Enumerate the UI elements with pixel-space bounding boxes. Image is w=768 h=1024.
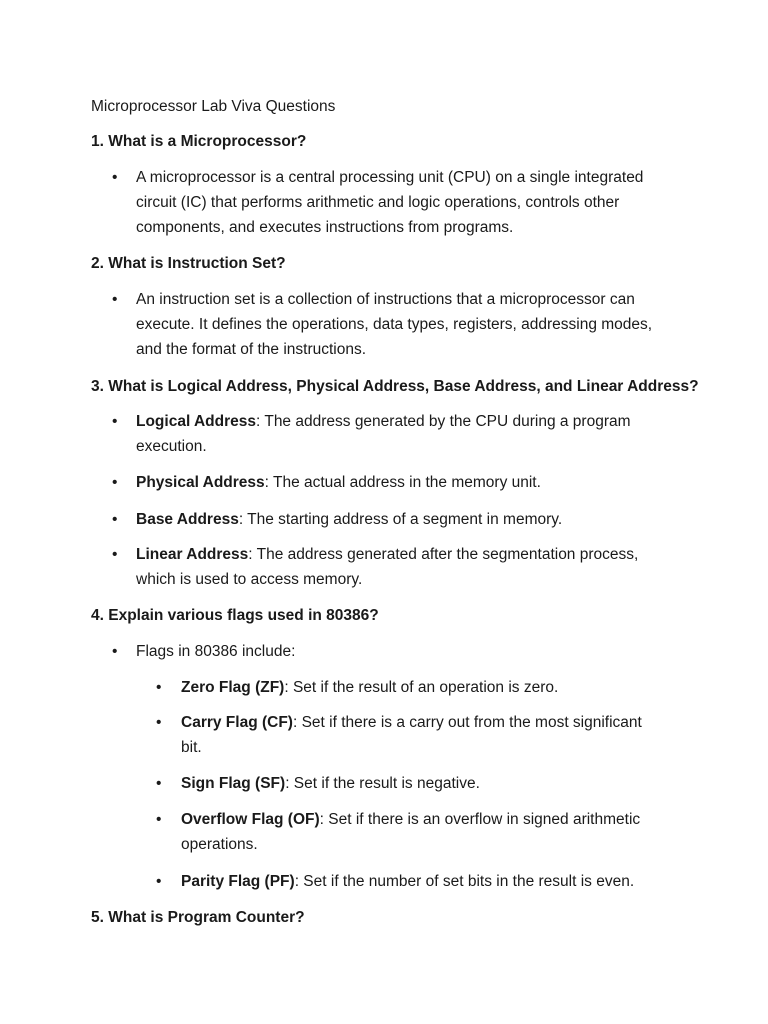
list-item-linear-address	[112, 542, 676, 592]
list-item-base-address	[112, 507, 676, 532]
term-label: Physical Address	[136, 474, 265, 491]
list-item-overflow-flag	[156, 807, 661, 857]
answer-2	[112, 287, 676, 362]
bullet-icon: •	[156, 811, 162, 828]
list-item-logical-address	[112, 409, 646, 459]
bullet-icon: •	[156, 679, 162, 696]
bullet-icon: •	[156, 714, 162, 731]
term-description: : The starting address of a segment in memory.	[238, 511, 563, 528]
bullet-icon: •	[112, 291, 118, 308]
term-label: Carry Flag (CF)	[181, 714, 293, 731]
list-item-parity-flag	[156, 869, 661, 894]
bullet-icon: •	[156, 873, 162, 890]
term-description: : Set if there is a carry out from the most significant bit.	[181, 714, 642, 756]
term-description: : Set if there is an overflow in signed arithmetic operations.	[181, 811, 641, 853]
answer-1-text: A microprocessor is a central processing unit (CPU) on a single integrated circuit (IC) that performs arithmetic and logic operations, controls other components, and executes instructions from programs.	[136, 169, 644, 236]
question-3: 3. What is Logical Address, Physical Address, Base Address, and Linear Address?	[91, 378, 699, 395]
bullet-icon: •	[112, 169, 118, 186]
term-label: Linear Address	[136, 546, 249, 563]
term-label: Logical Address	[136, 413, 257, 430]
question-5: 5. What is Program Counter?	[91, 909, 305, 926]
question-4: 4. Explain various flags used in 80386?	[91, 607, 379, 624]
term-description: : Set if the result is negative.	[285, 775, 480, 792]
term-description: : The address generated by the CPU during a program execution.	[136, 413, 631, 455]
answer-1	[112, 165, 676, 240]
term-description: : The address generated after the segmentation process, which is used to access memory.	[136, 546, 639, 588]
document-title: Microprocessor Lab Viva Questions	[91, 98, 336, 115]
bullet-icon: •	[112, 511, 118, 528]
term-label: Zero Flag (ZF)	[181, 679, 285, 696]
list-item-zero-flag	[156, 675, 661, 700]
term-label: Base Address	[136, 511, 239, 528]
term-label: Overflow Flag (OF)	[181, 811, 320, 828]
term-label: Parity Flag (PF)	[181, 873, 295, 890]
bullet-icon: •	[112, 413, 118, 430]
answer-2-text: An instruction set is a collection of instructions that a microprocessor can execute. It defines the operations, data types, registers, addressing modes, and the format of the instructions.	[136, 291, 653, 358]
question-2: 2. What is Instruction Set?	[91, 255, 286, 272]
list-item-carry-flag	[156, 710, 661, 760]
bullet-icon: •	[112, 643, 118, 660]
term-description: : Set if the result of an operation is zero.	[284, 679, 559, 696]
list-item-physical-address	[112, 470, 676, 495]
question-1: 1. What is a Microprocessor?	[91, 133, 307, 150]
flags-intro-text: Flags in 80386 include:	[136, 643, 296, 660]
bullet-icon: •	[156, 775, 162, 792]
term-description: : Set if the number of set bits in the result is even.	[294, 873, 635, 890]
bullet-icon: •	[112, 546, 118, 563]
term-label: Sign Flag (SF)	[181, 775, 286, 792]
bullet-icon: •	[112, 474, 118, 491]
list-item-sign-flag	[156, 771, 661, 796]
flags-intro	[112, 639, 676, 664]
term-description: : The actual address in the memory unit.	[264, 474, 541, 491]
